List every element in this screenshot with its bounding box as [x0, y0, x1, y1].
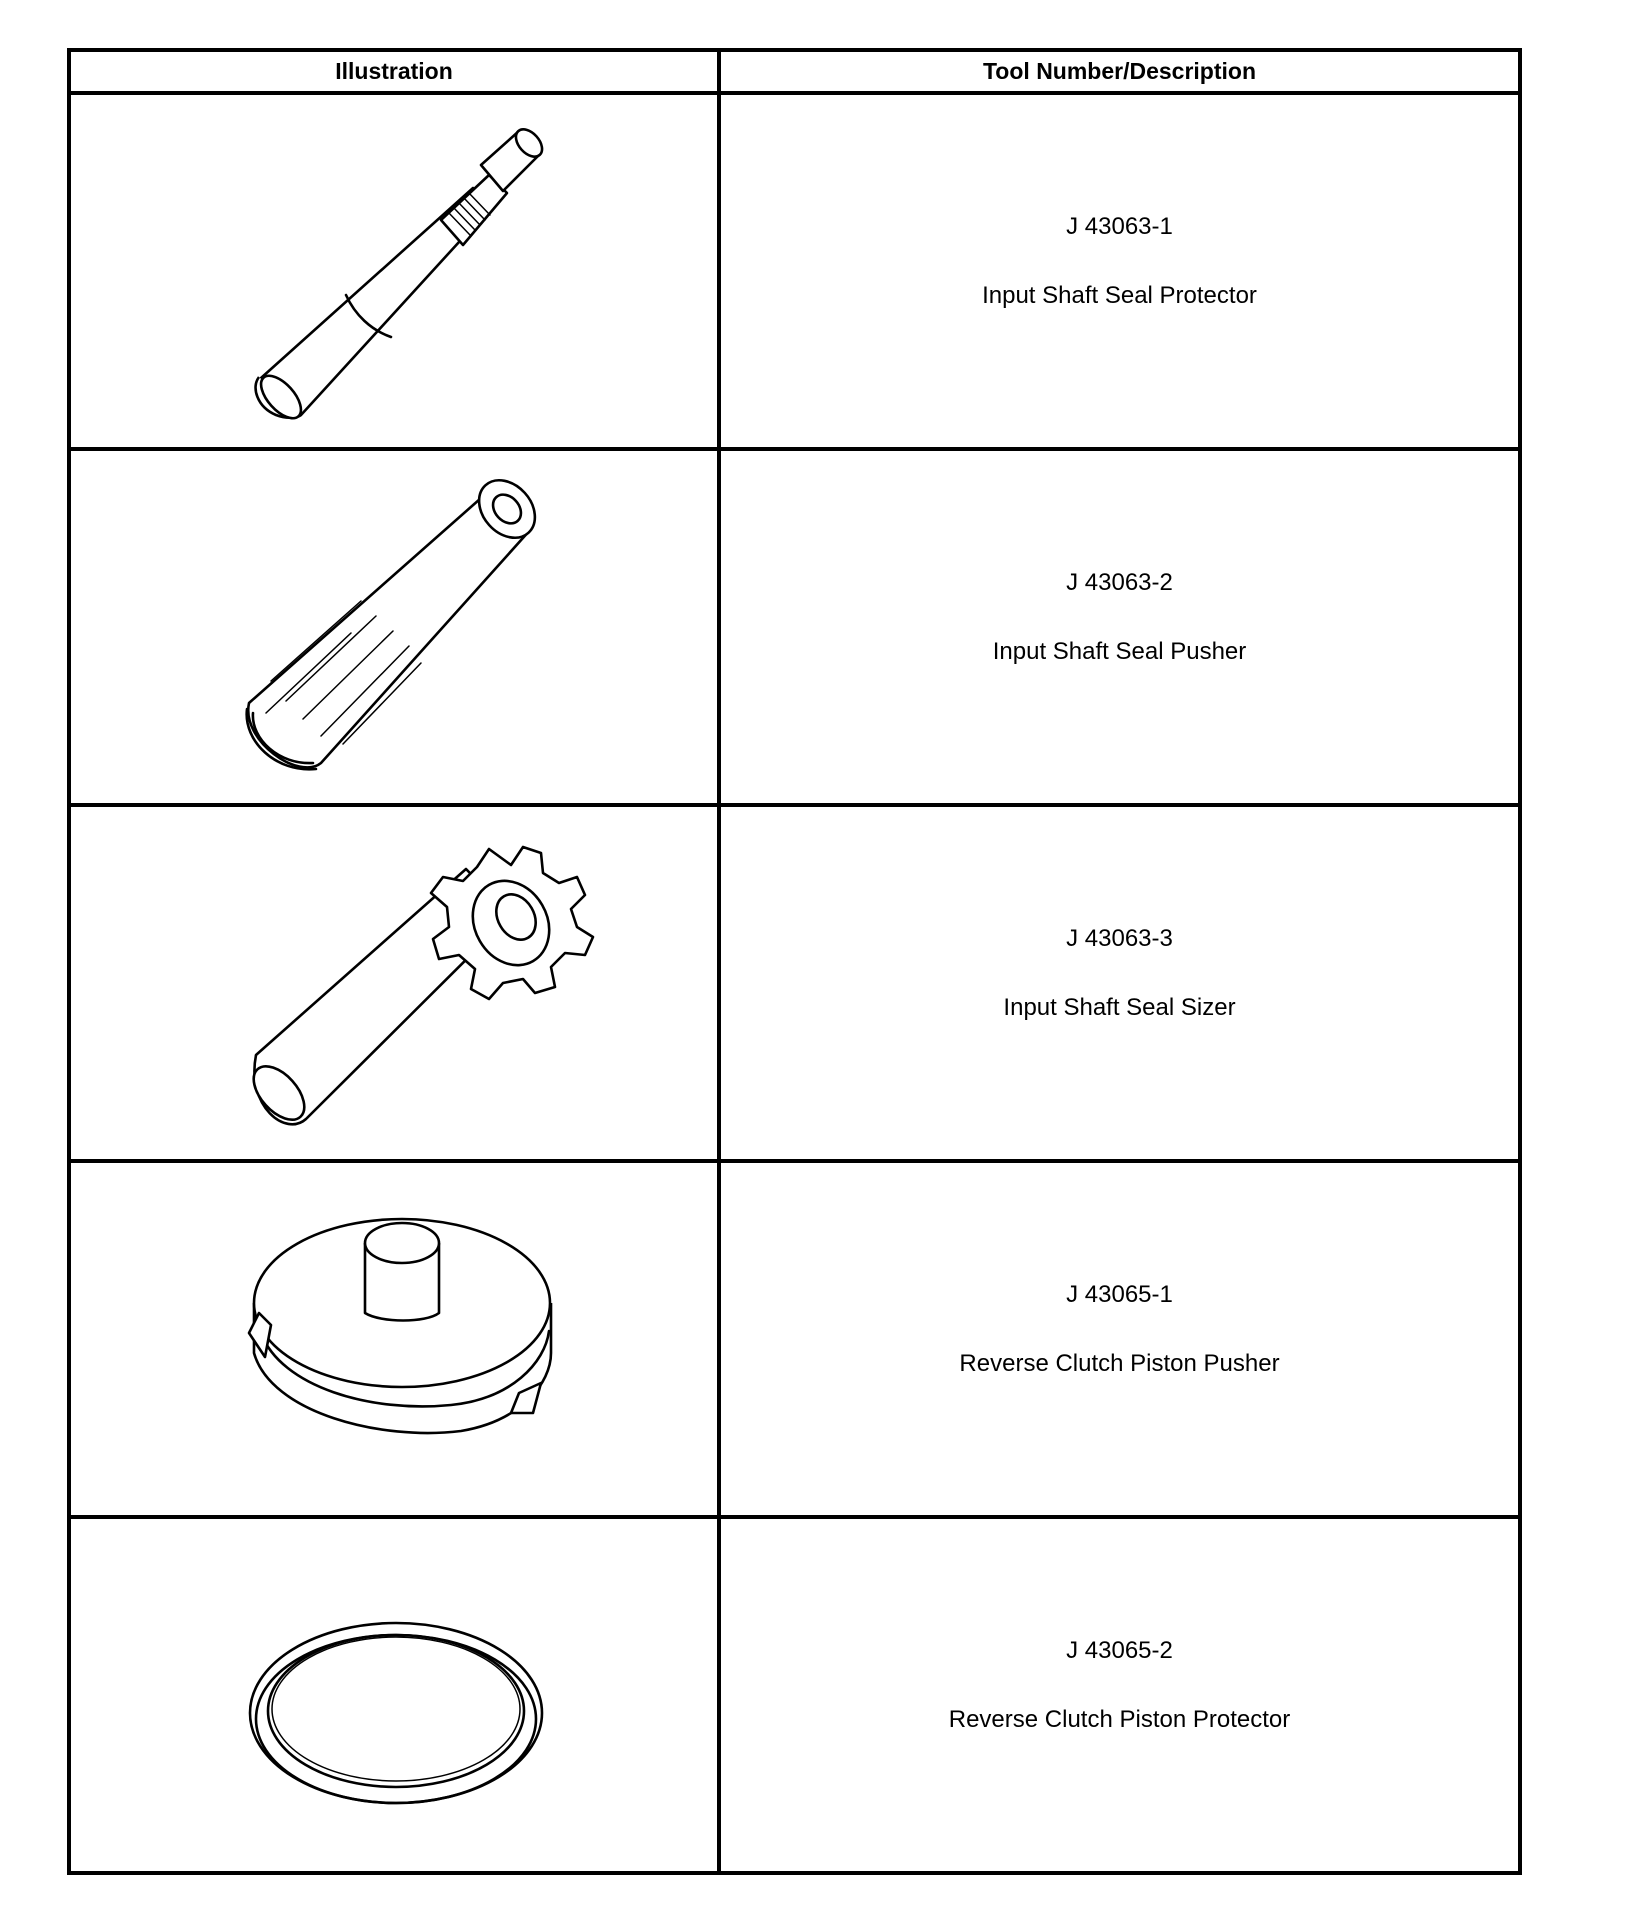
- tool-number-description-header: Tool Number/Description: [719, 50, 1520, 93]
- illustration-cell: [69, 449, 719, 805]
- illustration-cell: [69, 93, 719, 449]
- table-row: [69, 1517, 1520, 1873]
- seal-pusher-icon: [71, 451, 721, 803]
- description-cell: [719, 1517, 1520, 1873]
- table-row: [69, 805, 1520, 1161]
- tool-description: Input Shaft Seal Protector: [982, 281, 1257, 309]
- illustration-cell: [69, 805, 719, 1161]
- description-cell: [719, 93, 1520, 449]
- description-cell: [719, 1161, 1520, 1517]
- description-cell: [719, 449, 1520, 805]
- description-cell: [719, 805, 1520, 1161]
- tool-number: J 43065-2: [1066, 1636, 1173, 1664]
- tool-number: J 43063-1: [1066, 212, 1173, 240]
- table-row: [69, 93, 1520, 449]
- illustration-cell: [69, 1517, 719, 1873]
- table-row: [69, 449, 1520, 805]
- seal-protector-icon: [71, 95, 721, 447]
- piston-protector-icon: [71, 1519, 721, 1871]
- tool-description: Input Shaft Seal Pusher: [992, 637, 1247, 665]
- illustration-cell: [69, 1161, 719, 1517]
- tool-description: Input Shaft Seal Sizer: [1003, 993, 1236, 1021]
- tool-number: J 43065-1: [1066, 1280, 1173, 1308]
- tool-number: J 43063-2: [1066, 568, 1173, 596]
- tool-description: Reverse Clutch Piston Protector: [948, 1705, 1291, 1733]
- illustration-header: Illustration: [69, 50, 719, 93]
- table-row: [69, 1161, 1520, 1517]
- table-header-row: [69, 50, 1520, 93]
- tool-description: Reverse Clutch Piston Pusher: [959, 1349, 1280, 1377]
- tool-number: J 43063-3: [1066, 924, 1173, 952]
- special-tools-table: [67, 48, 1522, 1875]
- seal-sizer-icon: [71, 807, 721, 1159]
- piston-pusher-icon: [71, 1163, 721, 1515]
